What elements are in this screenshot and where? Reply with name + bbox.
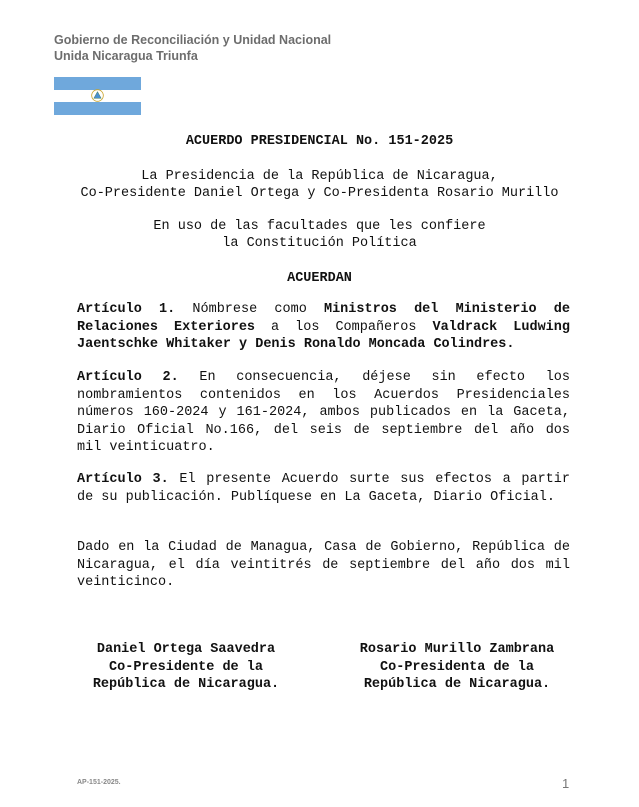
nicaragua-flag-icon [54, 77, 141, 115]
articulo-1-bold-a: Ministros del Ministerio de Relaciones Exteriores [77, 302, 570, 335]
signature-right [326, 641, 588, 694]
footer-document-code: AP-151-2025. [77, 779, 121, 786]
signature-left-name: Daniel Ortega Saavedra [96, 642, 276, 657]
articulo-1 [77, 301, 570, 354]
articulo-1-label: Artículo 1. [77, 302, 176, 317]
articulo-3-label: Artículo 3. [77, 472, 169, 487]
articulo-2-label: Artículo 2. [77, 370, 179, 385]
articulo-2 [77, 369, 570, 457]
signature-right-title-1: Co-Presidenta de la [380, 659, 534, 675]
signature-left-title-1: Co-Presidente de la [109, 659, 263, 675]
coat-of-arms-icon [91, 89, 104, 102]
articulo-1-text-b: a los Compañeros [255, 319, 433, 335]
dado-paragraph: Dado en la Ciudad de Managua, Casa de Gobierno, República de Nicaragua, el día veintitrés de septiembre del año dos mil veinticinco. [77, 540, 570, 590]
articulo-1-text-a: Nómbrese como [175, 302, 324, 317]
facultades-line-1: En uso de las facultades que les confiere [153, 219, 486, 234]
articulo-2-text: En consecuencia, déjese sin efecto los nombramientos contenidos en los Acuerdos Presidenciales números 160-2024 y 161-2024, ambos publicados en la Gaceta, Diario Oficial No.166, del seis de septiembre del año dos mil veinticuatro. [77, 370, 571, 455]
signature-left-title-2: República de Nicaragua. [92, 677, 280, 692]
presidencia-block [0, 168, 639, 202]
presidencia-line-1: La Presidencia de la República de Nicaragua, [141, 169, 498, 184]
government-header [54, 32, 331, 64]
facultades-line-2: la Constitución Política [222, 236, 417, 251]
header-line-1: Gobierno de Reconciliación y Unidad Nacional [54, 33, 332, 47]
page-number: 1 [562, 776, 570, 791]
facultades-block [0, 218, 639, 252]
header-line-2: Unida Nicaragua Triunfa [54, 49, 198, 63]
signature-right-title-2: República de Nicaragua. [363, 677, 551, 692]
document-title: ACUERDO PRESIDENCIAL No. 151-2025 [185, 134, 454, 149]
articulo-3-text: El presente Acuerdo surte sus efectos a partir de su publicación. Publíquese en La Gaceta, Diario Oficial. [77, 472, 570, 505]
signature-right-name: Rosario Murillo Zambrana [359, 642, 555, 657]
signature-left [63, 641, 309, 694]
acuerdan-heading: ACUERDAN [287, 271, 352, 286]
articulo-3 [77, 471, 570, 506]
articulo-1-bold-b: Valdrack Ludwing Jaentschke Whitaker y Denis Ronaldo Moncada Colindres. [77, 319, 570, 352]
presidencia-line-2: Co-Presidente Daniel Ortega y Co-Presidenta Rosario Murillo [80, 186, 559, 201]
